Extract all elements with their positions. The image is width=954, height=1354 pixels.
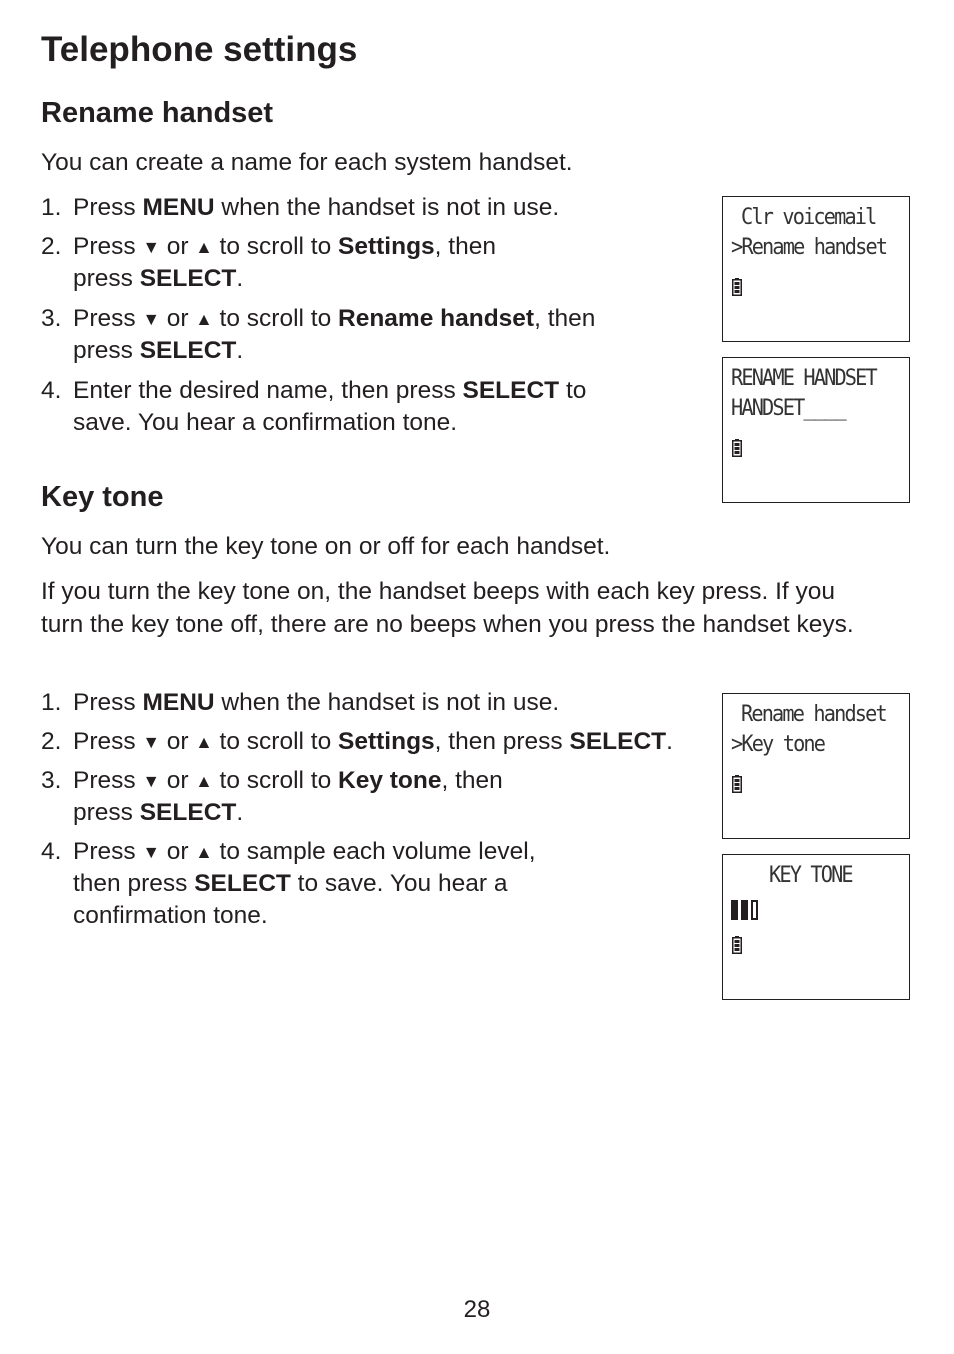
lcd-screen-keytone-menu [722,693,910,839]
keytone-intro: You can turn the key tone on or off for each handset. [41,533,611,560]
battery-icon [732,936,742,954]
arrow-down-icon: ▼ [142,732,160,752]
level-bar-filled [741,900,748,920]
step-number: 1. [41,689,62,716]
volume-level-bars [731,900,758,920]
lcd-screen-rename-entry [722,357,910,503]
step-item: 3. Press ▼ or ▲ to scroll to Rename handset, then press SELECT. [41,305,596,364]
step-number: 3. [41,305,62,332]
section-heading-key-tone: Key tone [41,481,164,513]
lcd-line-2: >Rename handset [731,235,887,260]
key-term: SELECT [139,799,237,826]
step-number: 4. [41,838,62,865]
battery-icon [732,439,742,457]
step-number: 2. [41,728,62,755]
arrow-up-icon: ▲ [195,771,213,791]
battery-icon [732,775,742,793]
level-bar-filled [731,900,738,920]
step-item: 3. Press ▼ or ▲ to scroll to Key tone, then press SELECT. [41,767,503,826]
keytone-steps-list [41,687,673,932]
key-term: MENU [142,689,215,716]
lcd-line-2: >Key tone [731,732,825,757]
key-term: SELECT [194,870,291,897]
step-item: 4. Enter the desired name, then press SELECT to save. You hear a confirmation tone. [41,377,587,436]
lcd-line-1: Rename handset [741,702,886,727]
level-bar-empty [751,900,758,920]
step-item: 2. Press ▼ or ▲ to scroll to Settings, then press SELECT. [41,233,496,292]
lcd-screen-rename-menu [722,196,910,342]
keytone-description: If you turn the key tone on, the handset beeps with each key press. If you turn the key tone off, there are no beeps when you press the handset keys. [41,578,854,638]
key-term: Settings [338,233,435,260]
step-item: 4. Press ▼ or ▲ to sample each volume level, then press SELECT to save. You hear a confirmation tone. [41,838,536,929]
step-number: 1. [41,194,62,221]
step-number: 2. [41,233,62,260]
page-title: Telephone settings [41,30,358,69]
arrow-down-icon: ▼ [142,771,160,791]
arrow-up-icon: ▲ [195,309,213,329]
arrow-up-icon: ▲ [195,842,213,862]
key-term: Key tone [338,767,442,794]
key-term: Settings [338,728,435,755]
arrow-up-icon: ▲ [195,732,213,752]
step-number: 3. [41,767,62,794]
lcd-line-1: KEY TONE [769,863,852,888]
rename-intro: You can create a name for each system handset. [41,149,573,176]
step-item: 1. Press MENU when the handset is not in use. [41,687,673,719]
step-item: 1. Press MENU when the handset is not in use. [41,192,595,224]
lcd-line-2: HANDSET____ [731,396,845,421]
rename-steps-list [41,192,595,439]
key-term: SELECT [139,337,237,364]
step-number: 4. [41,377,62,404]
battery-icon [732,278,742,296]
step-item: 2. Press ▼ or ▲ to scroll to Settings, then press SELECT. [41,726,673,758]
key-term: MENU [142,194,215,221]
lcd-screen-keytone-level [722,854,910,1000]
arrow-up-icon: ▲ [195,237,213,257]
section-heading-rename-handset: Rename handset [41,97,274,129]
lcd-line-1: RENAME HANDSET [731,366,876,391]
arrow-down-icon: ▼ [142,842,160,862]
arrow-down-icon: ▼ [142,237,160,257]
arrow-down-icon: ▼ [142,309,160,329]
key-term: SELECT [569,728,667,755]
page-number: 28 [463,1296,491,1323]
lcd-line-1: Clr voicemail [741,205,876,230]
key-term: Rename handset [338,305,535,332]
key-term: SELECT [139,265,237,292]
key-term: SELECT [462,377,560,404]
